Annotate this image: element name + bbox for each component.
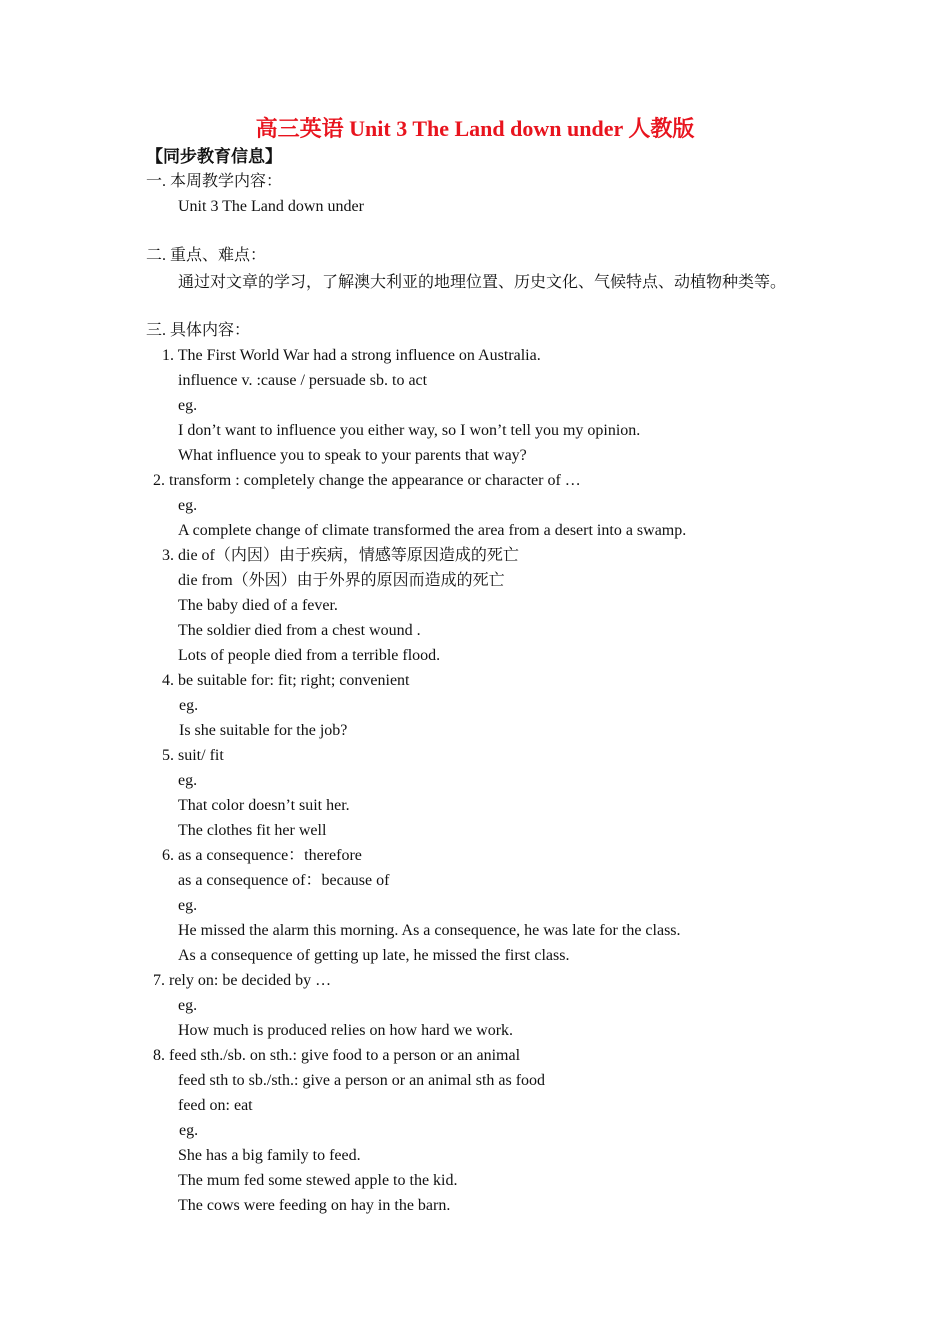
section-heading: 一. 本周教学内容： [146, 173, 283, 190]
numbered-item: 1. The First World War had a strong influence on Australia. [162, 347, 541, 364]
text-line: How much is produced relies on how hard we work. [178, 1022, 514, 1039]
text-line: die from（外因）由于外界的原因而造成的死亡 [178, 572, 505, 589]
text-line: eg. [178, 997, 198, 1014]
text-line: eg. [178, 497, 198, 514]
text-line: She has a big family to feed. [178, 1147, 361, 1164]
text-line: A complete change of climate transformed the area from a desert into a swamp. [178, 522, 687, 539]
numbered-item: 2. transform : completely change the appearance or character of … [153, 472, 581, 489]
numbered-item: 8. feed sth./sb. on sth.: give food to a person or an animal [153, 1047, 521, 1064]
text-line: eg. [178, 397, 198, 414]
text-line: influence v. :cause / persuade sb. to act [178, 372, 428, 389]
text-line: What influence you to speak to your parents that way? [178, 447, 527, 464]
text-line: feed on: eat [178, 1097, 253, 1114]
text-line: eg. [179, 1122, 199, 1139]
document-title: 高三英语 Unit 3 The Land down under 人教版 [255, 116, 695, 141]
section-heading: 二. 重点、难点： [146, 247, 267, 264]
text-line: Lots of people died from a terrible flood. [178, 647, 441, 664]
text-line: Is she suitable for the job? [179, 722, 348, 739]
text-line: eg. [178, 772, 198, 789]
text-line: The clothes fit her well [178, 822, 327, 839]
text-line: feed sth to sb./sth.: give a person or an animal sth as food [178, 1072, 546, 1089]
text-line: The cows were feeding on hay in the barn. [178, 1197, 451, 1214]
section-heading: 三. 具体内容： [146, 322, 251, 339]
numbered-item: 5. suit/ fit [162, 747, 224, 764]
text-line: As a consequence of getting up late, he missed the first class. [178, 947, 570, 964]
text-line: eg. [178, 897, 198, 914]
text-line: as a consequence of：because of [178, 872, 390, 889]
text-line: That color doesn’t suit her. [178, 797, 350, 814]
text-line: I don’t want to influence you either way, so I won’t tell you my opinion. [178, 422, 641, 439]
numbered-item: 3. die of（内因）由于疾病，情感等原因造成的死亡 [162, 547, 519, 564]
section-header: 【同步教育信息】 [146, 147, 282, 166]
numbered-item: 6. as a consequence：therefore [162, 847, 362, 864]
text-line: The baby died of a fever. [178, 597, 338, 614]
text-line: He missed the alarm this morning. As a consequence, he was late for the class. [178, 922, 681, 939]
text-line: The soldier died from a chest wound . [178, 622, 421, 639]
text-line: eg. [179, 697, 199, 714]
text-line: The mum fed some stewed apple to the kid. [178, 1172, 458, 1189]
text-line: 通过对文章的学习，了解澳大利亚的地理位置、历史文化、气候特点、动植物种类等。 [178, 274, 787, 291]
numbered-item: 7. rely on: be decided by … [153, 972, 332, 989]
numbered-item: 4. be suitable for: fit; right; convenient [162, 672, 410, 689]
text-line: Unit 3 The Land down under [178, 198, 364, 215]
